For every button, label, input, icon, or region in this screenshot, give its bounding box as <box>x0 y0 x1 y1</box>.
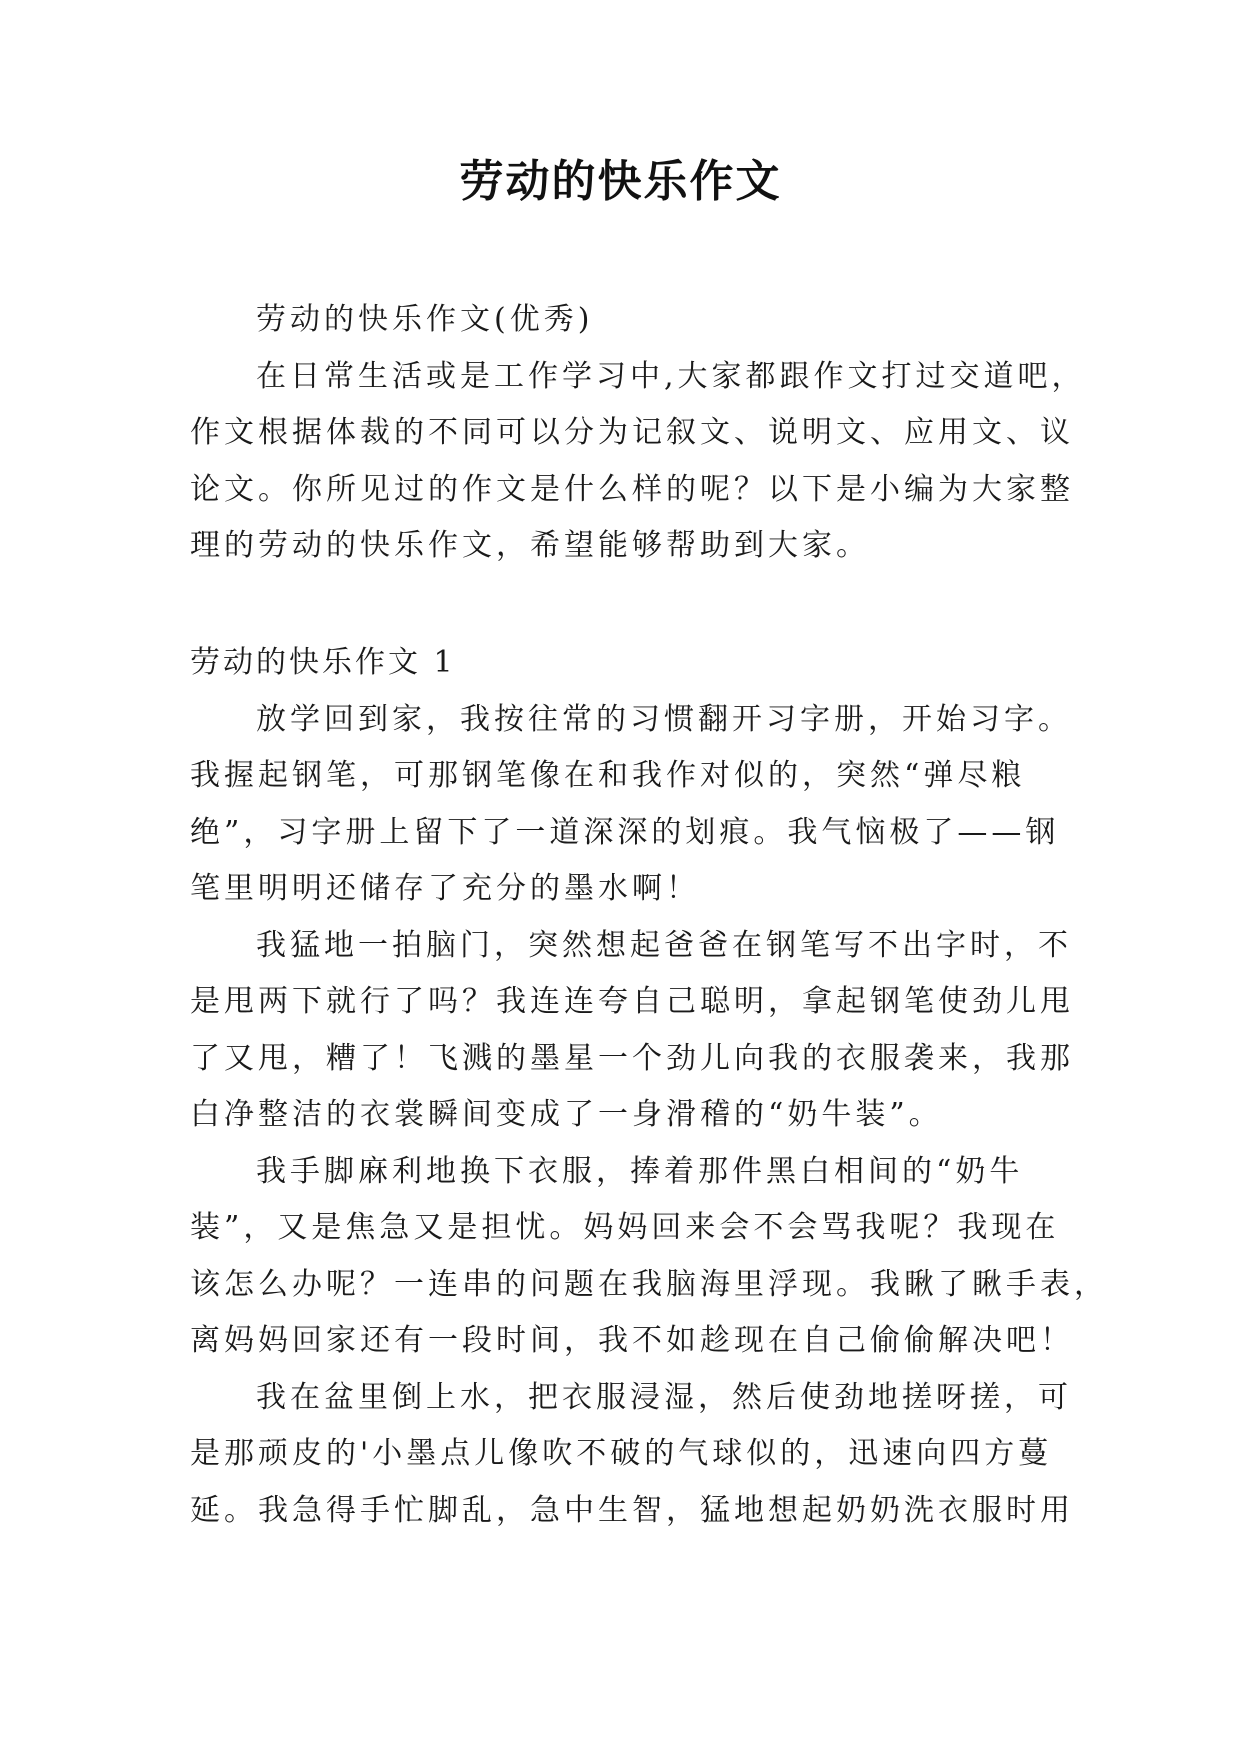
essay-line: 我在盆里倒上水，把衣服浸湿，然后使劲地搓呀搓，可 <box>256 1379 1072 1415</box>
intro-section <box>190 292 1086 575</box>
essay-line: 装”，又是焦急又是担忧。妈妈回来会不会骂我呢？我现在 <box>190 1210 1060 1245</box>
essay-line: 离妈妈回家还有一段时间，我不如趁现在自己偷偷解决吧！ <box>190 1323 1074 1358</box>
intro-line: 理的劳动的快乐作文，希望能够帮助到大家。 <box>190 528 870 563</box>
essay-line: 白净整洁的衣裳瞬间变成了一身滑稽的“奶牛装”。 <box>190 1097 943 1132</box>
essay-line: 我手脚麻利地换下衣服，捧着那件黑白相间的“奶牛 <box>256 1153 1024 1189</box>
intro-subtitle: 劳动的快乐作文(优秀) <box>256 302 594 337</box>
essay-line: 是那顽皮的'小墨点儿像吹不破的气球似的，迅速向四方蔓 <box>190 1436 1053 1471</box>
intro-line: 论文。你所见过的作文是什么样的呢？以下是小编为大家整 <box>190 471 1074 507</box>
essay-line: 该怎么办呢？一连串的问题在我脑海里浮现。我瞅了瞅手表， <box>190 1266 1108 1302</box>
essay-line: 我握起钢笔，可那钢笔像在和我作对似的，突然“弹尽粮 <box>190 758 1026 793</box>
essay-line: 了又甩，糟了！飞溅的墨星一个劲儿向我的衣服袭来，我那 <box>190 1040 1074 1076</box>
essay-section <box>190 635 1108 1539</box>
intro-line: 在日常生活或是工作学习中,大家都跟作文打过交道吧， <box>256 358 1086 394</box>
essay-line: 是甩两下就行了吗？我连连夸自己聪明，拿起钢笔使劲儿甩 <box>190 984 1074 1019</box>
essay-line: 绝”，习字册上留下了一道深深的划痕。我气恼极了——钢 <box>190 814 1060 850</box>
intro-line: 作文根据体裁的不同可以分为记叙文、说明文、应用文、议 <box>190 415 1074 450</box>
essay-line: 笔里明明还储存了充分的墨水啊！ <box>190 871 700 906</box>
essay-heading: 劳动的快乐作文 1 <box>190 645 456 680</box>
essay-line: 延。我急得手忙脚乱，急中生智，猛地想起奶奶洗衣服时用 <box>190 1492 1074 1528</box>
essay-line: 放学回到家，我按往常的习惯翻开习字册，开始习字。 <box>256 701 1072 737</box>
document-title: 劳动的快乐作文 <box>459 156 782 207</box>
essay-line: 我猛地一拍脑门，突然想起爸爸在钢笔写不出字时，不 <box>256 927 1072 963</box>
